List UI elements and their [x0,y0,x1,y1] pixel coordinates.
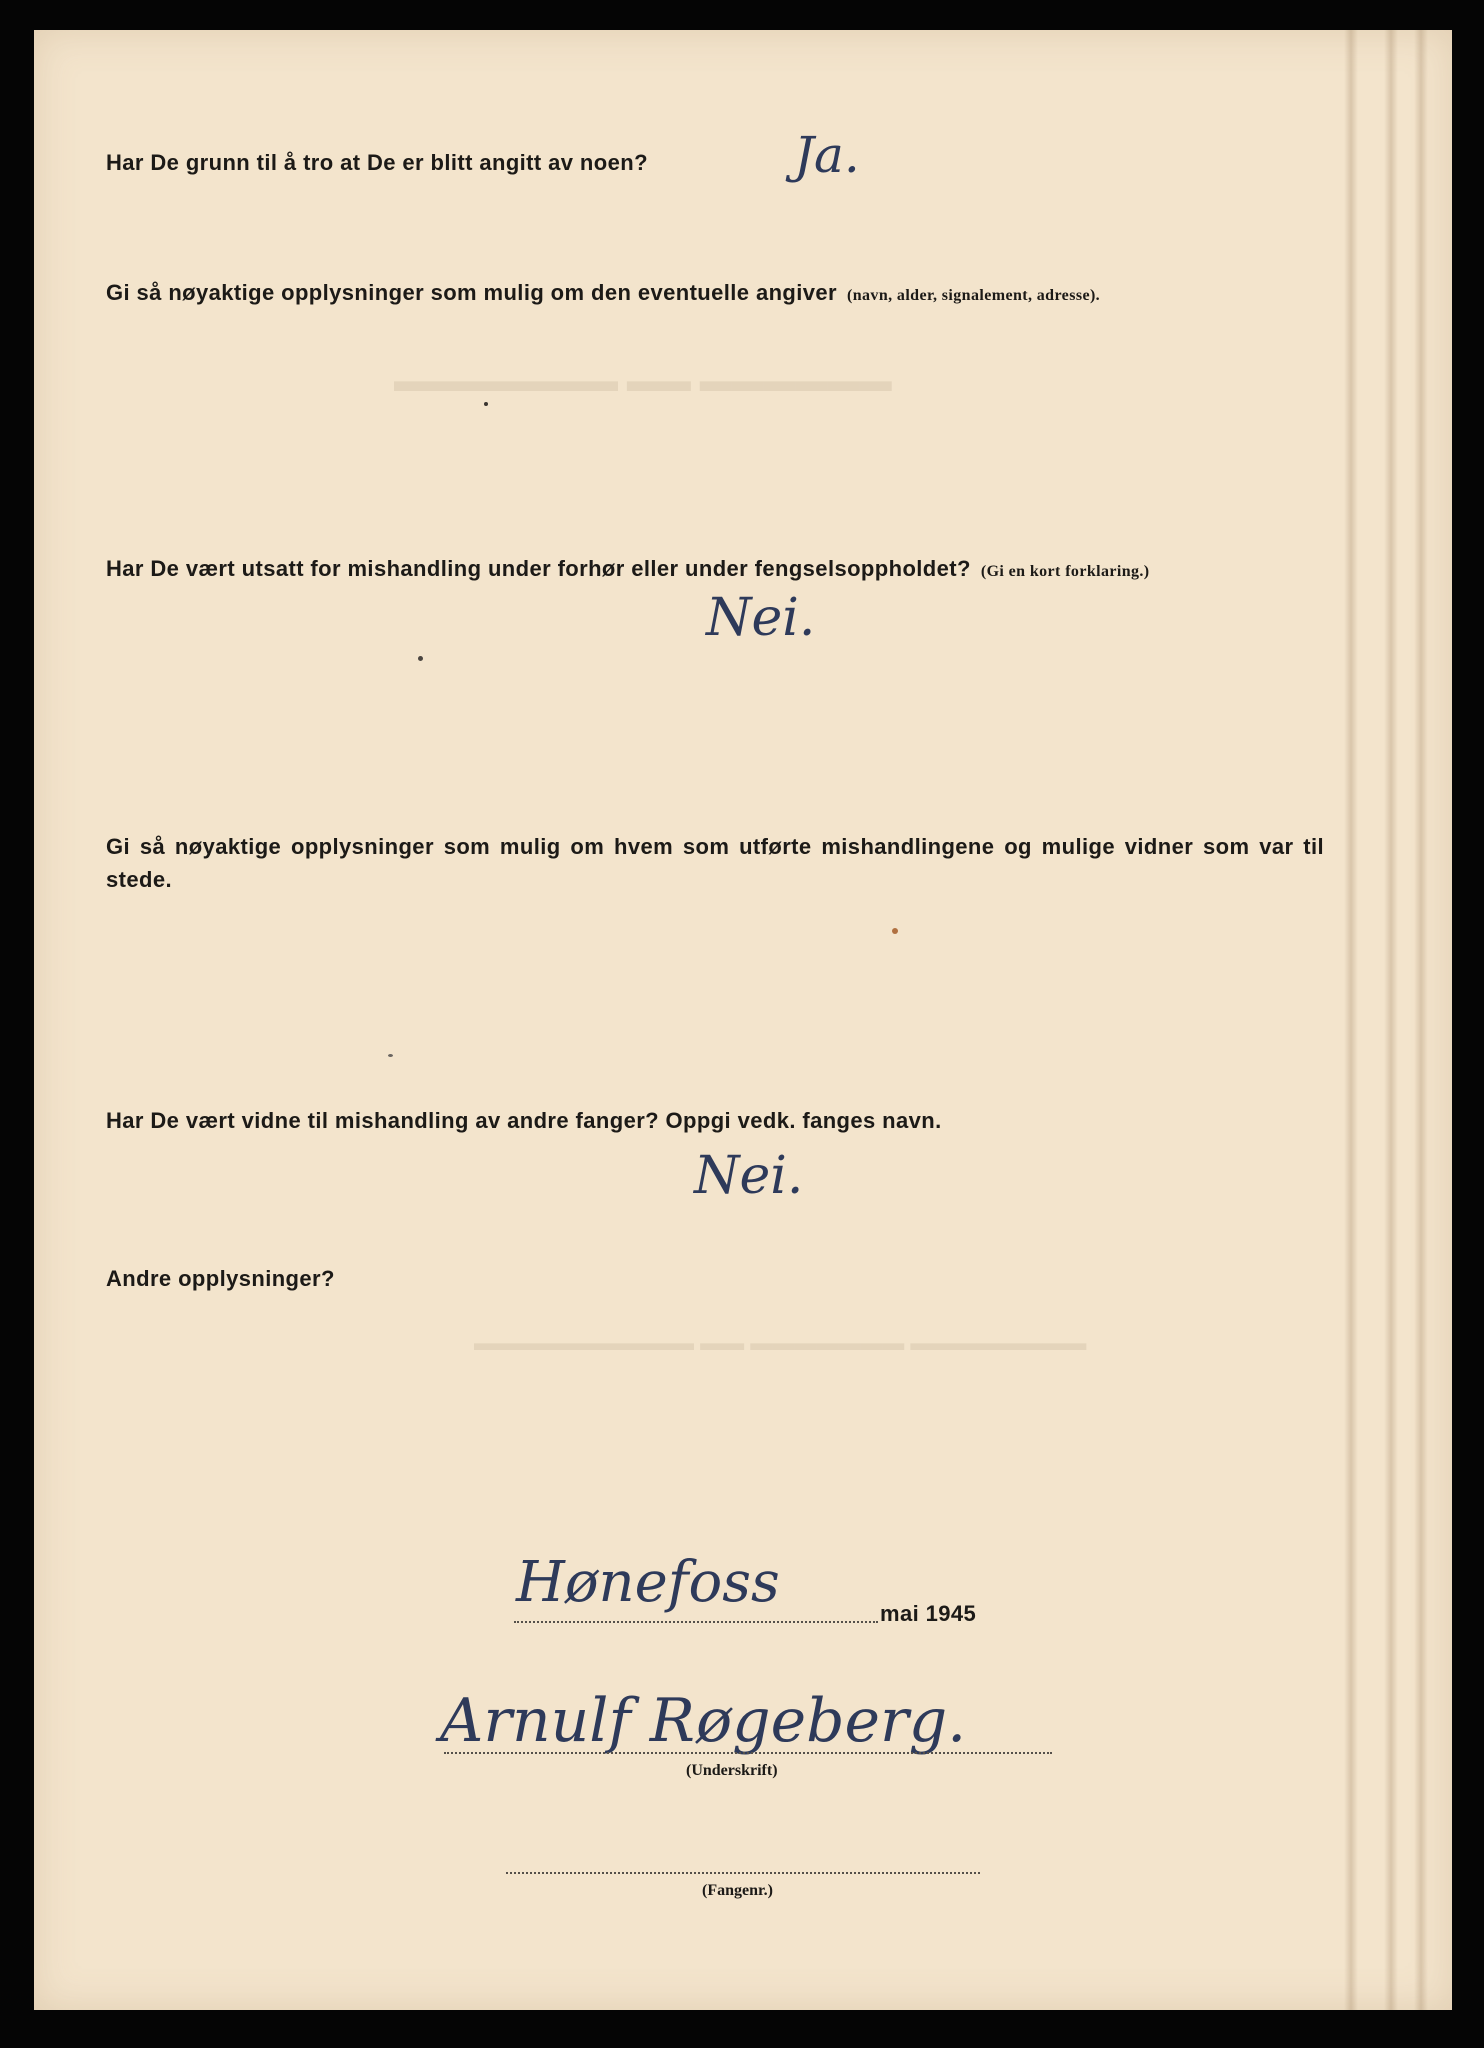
question-denounced [106,150,648,176]
paper-speck [484,402,488,406]
question-perpetrators [106,830,1324,896]
signature-caption: (Underskrift) [686,1762,778,1779]
question-text: Gi så nøyaktige opplysninger som mulig om den eventuelle angiver [106,280,837,305]
handwritten-answer: Ja. [794,126,860,184]
paper-fold [1384,30,1398,2010]
handwritten-signature: Arnulf Røgeberg. [440,1686,967,1756]
show-through-text: ▬▬▬▬▬▬▬ ▬▬ ▬▬▬▬▬▬ [394,362,892,398]
place-dotted-line [514,1621,878,1623]
paper-speck [388,1054,393,1057]
question-text: Har De grunn til å tro at De er blitt angitt av noen? [106,150,648,175]
handwritten-answer: Nei. [706,588,816,648]
question-witness [106,1108,942,1134]
question-text: Har De vært utsatt for mishandling under forhør eller under fengselsoppholdet? [106,556,971,581]
question-mistreatment [106,556,1150,582]
paper-speck [892,928,898,934]
question-note: (navn, alder, signalement, adresse). [847,287,1101,304]
handwritten-answer: Nei. [694,1146,804,1206]
question-text: Gi så nøyaktige opplysninger som mulig om hvem som utførte mishandlingene og mulige vidner som var til stede. [106,834,1324,892]
question-other-info [106,1266,335,1292]
question-text: Andre opplysninger? [106,1266,335,1291]
paper-fold [1414,30,1428,2010]
date-text [880,1601,976,1627]
prisoner-number-caption: (Fangenr.) [702,1882,773,1899]
paper-speck [418,656,423,661]
show-through-text: ▬▬▬▬▬▬▬▬▬▬ ▬▬ ▬▬▬▬▬▬▬ ▬▬▬▬▬▬▬▬ [474,1330,1087,1355]
handwritten-place: Hønefoss [516,1550,780,1615]
prisoner-number-dotted-line [506,1872,980,1874]
question-note: (Gi en kort forklaring.) [980,563,1150,580]
paper-fold [1344,30,1358,2010]
signature-dotted-line [444,1752,1052,1754]
date-suffix: mai 1945 [880,1601,977,1626]
question-text: Har De vært vidne til mishandling av andre fanger? Oppgi vedk. fanges navn. [106,1108,942,1133]
question-informer-details [106,280,1100,306]
